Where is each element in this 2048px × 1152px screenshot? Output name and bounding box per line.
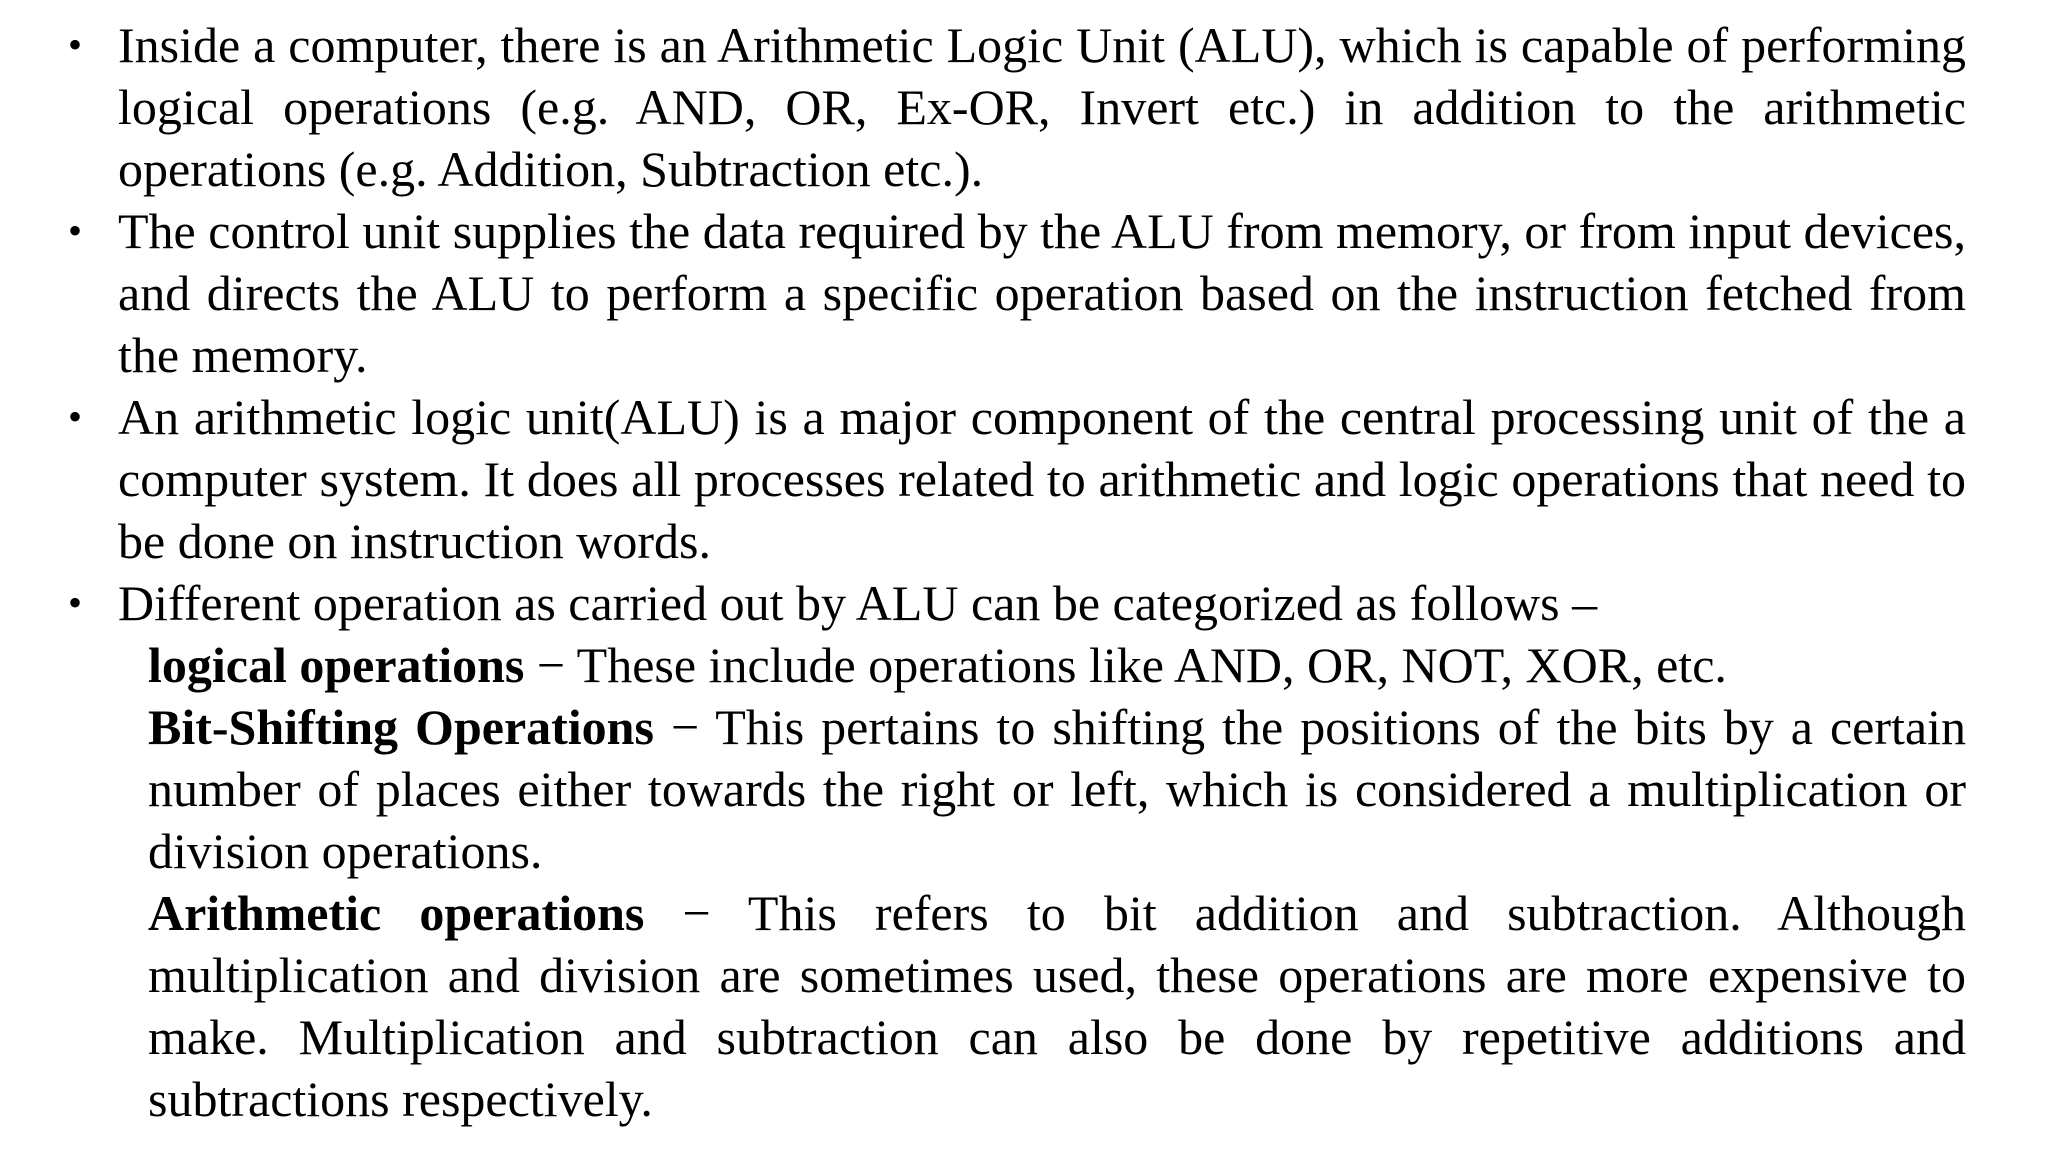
bullet-list bbox=[0, 14, 2048, 634]
bullet-text: Inside a computer, there is an Arithmetic Logic Unit (ALU), which is capable of performing logical operations (e.g. AND, OR, Ex-OR, Invert etc.) in addition to the arithmetic operations (e.g. Addition, Subtraction etc.). bbox=[118, 17, 1966, 197]
category-term: Arithmetic operations bbox=[148, 885, 645, 941]
category-description: − This refers to bit addition and subtraction. Although multiplication and division are sometimes used, these operations are more expensive to make. Multiplication and subtraction can also be done by repetitive additions and subtractions respectively. bbox=[148, 885, 1966, 1127]
category-item-logical bbox=[148, 634, 1966, 696]
category-item-bit-shifting bbox=[148, 696, 1966, 882]
bullet-item-alu-component bbox=[68, 386, 1966, 572]
bullet-item-control-unit bbox=[68, 200, 1966, 386]
bullet-text: Different operation as carried out by ALU can be categorized as follows – bbox=[118, 575, 1598, 631]
category-description: − These include operations like AND, OR, NOT, XOR, etc. bbox=[524, 637, 1727, 693]
bullet-text: The control unit supplies the data required by the ALU from memory, or from input devices, and directs the ALU to perform a specific operation based on the instruction fetched from the memory. bbox=[118, 203, 1966, 383]
category-term: Bit-Shifting Operations bbox=[148, 699, 654, 755]
category-item-arithmetic bbox=[148, 882, 1966, 1130]
category-term: logical operations bbox=[148, 637, 525, 693]
bullet-icon: • bbox=[68, 580, 83, 625]
category-list bbox=[0, 634, 2048, 1130]
bullet-icon: • bbox=[68, 22, 83, 67]
bullet-text: An arithmetic logic unit(ALU) is a major component of the central processing unit of the a computer system. It does all processes related to arithmetic and logic operations that need to be done on instruction words. bbox=[118, 389, 1966, 569]
bullet-icon: • bbox=[68, 208, 83, 253]
bullet-icon: • bbox=[68, 394, 83, 439]
category-description: − This pertains to shifting the positions of the bits by a certain number of places either towards the right or left, which is considered a multiplication or division operations. bbox=[148, 699, 1966, 879]
bullet-item-alu-intro bbox=[68, 14, 1966, 200]
bullet-item-operation-categories bbox=[68, 572, 1966, 634]
